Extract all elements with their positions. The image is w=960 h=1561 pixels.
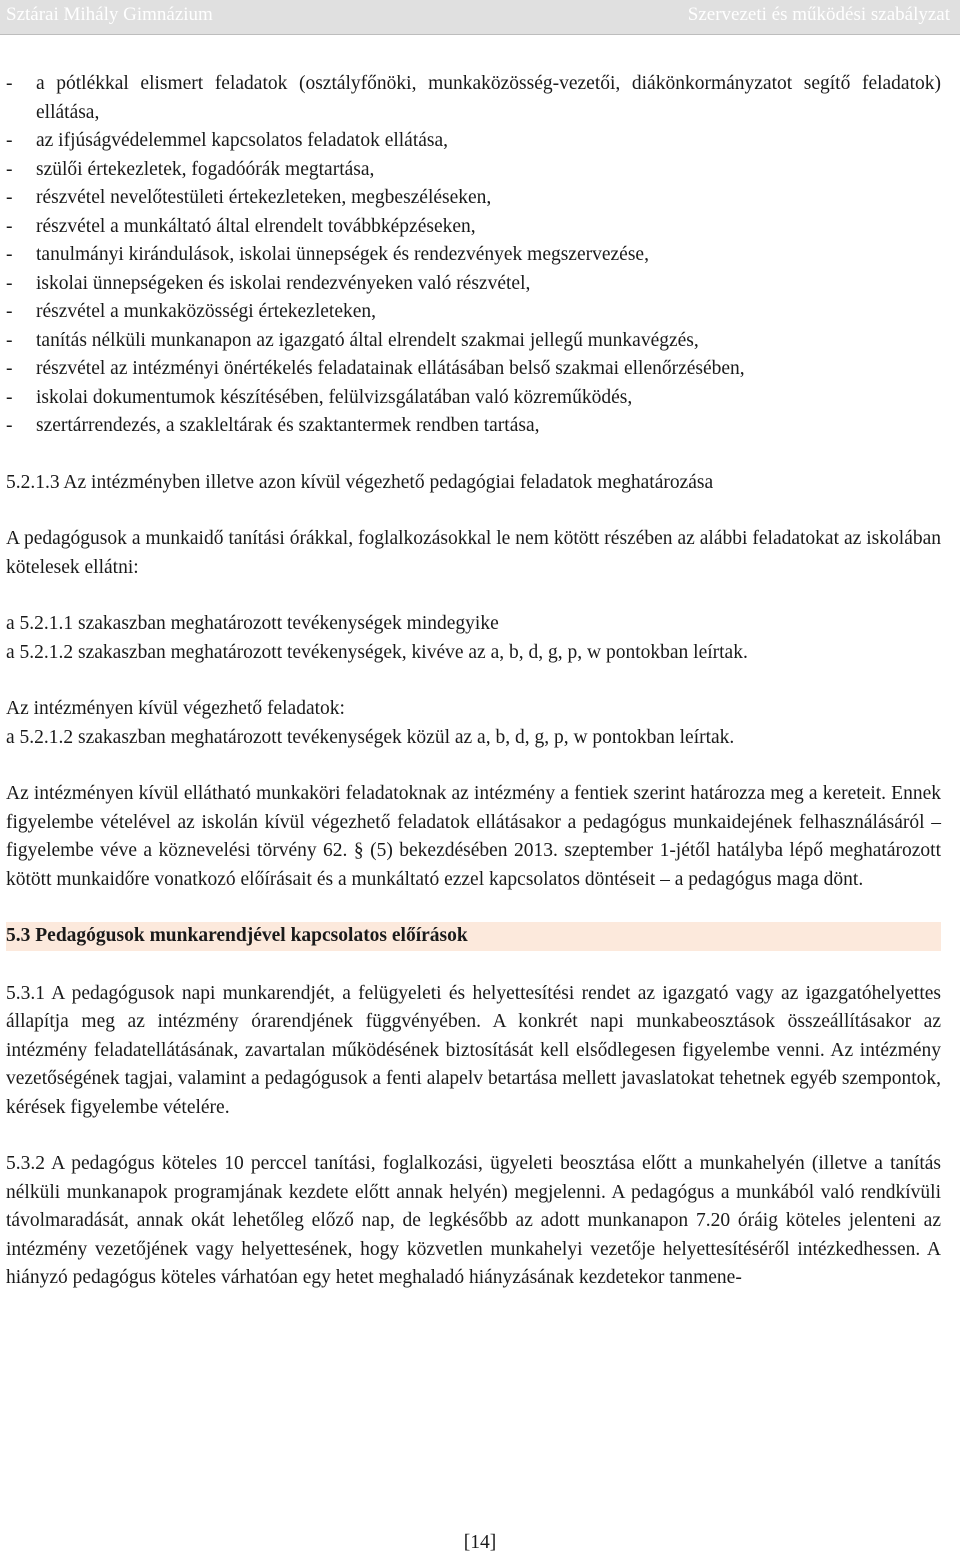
outside-tasks-heading: Az intézményen kívül végezhető feladatok:	[6, 698, 345, 719]
list-item: - szülői értekezletek, fogadóórák megtartása,	[6, 156, 941, 185]
list-item: - iskolai dokumentumok készítésében, felülvizsgálatában való közreműködés,	[6, 384, 941, 413]
page-number: [14]	[463, 1532, 497, 1553]
document-body	[6, 70, 941, 1293]
intro-paragraph: A pedagógusok a munkaidő tanítási órákkal, foglalkozásokkal le nem kötött részében az alábbi feladatokat az iskolában kötelesek ellátni:	[6, 528, 941, 578]
list-item: - tanulmányi kirándulások, iskolai ünnepségek és rendezvények megszervezése,	[6, 241, 941, 270]
list-item: - részvétel az intézményi önértékelés feladatainak ellátásában belső szakmai ellenőrzésében,	[6, 355, 941, 384]
header-document-title: Szervezeti és működési szabályzat	[687, 4, 950, 25]
paragraph-5-3-1: 5.3.1 A pedagógusok napi munkarendjét, a felügyeleti és helyettesítési rendet az igazgató vagy az igazgatóhelyettes állapítja meg az intézmény órarendjének függvényében. A konkrét napi munkabeosztások összeállításakor az intézmény feladatellátásának, zavartalan működésének biztosítását kell elsődlegesen figyelembe venni. Az intézmény vezetőségének tagjai, valamint a pedagógusok a fenti alapelv betartása mellett javaslatokat tehetnek egyéb szempontok, kérések figyelembe vételére.	[6, 982, 941, 1118]
duty-list	[6, 70, 941, 441]
outside-tasks-line: a 5.2.1.2 szakaszban meghatározott tevékenységek közül az a, b, d, g, p, w pontokban leírtak.	[6, 726, 735, 748]
list-item: - részvétel nevelőtestületi értekezleteken, megbeszéléseken,	[6, 184, 941, 213]
section-title: 5.3 Pedagógusok munkarendjével kapcsolatos előírások	[6, 922, 941, 951]
list-item: - a pótlékkal elismert feladatok (osztályfőnöki, munkaközösség-vezetői, diákönkormányzatot segítő feladatok) ellátása,	[6, 70, 941, 127]
header-school-name: Sztárai Mihály Gimnázium	[6, 4, 213, 25]
list-item: - iskolai ünnepségeken és iskolai rendezvényeken való részvétel,	[6, 270, 941, 299]
page-header	[0, 0, 960, 35]
paragraph-5-3-2: 5.3.2 A pedagógus köteles 10 perccel tanítási, foglalkozási, ügyeleti beosztása előtt a munkahelyén (illetve a tanítás nélküli munkanapok programjának kezdete előtt annak helyén) megjelenni. A pedagógus a munkából való rendkívüli távolmaradását, annak okát lehetőleg előző nap, de legkésőbb az adott munkanapon 7.20 óráig köteles jelenteni az intézmény vezetőjének vagy helyettesének, hogy közvetlen munkahelyi vezetője helyettesítéséről intézkedhessen. A hiányzó pedagógus köteles várhatóan egy hetet meghaladó hiányzásának kezdetekor tanmene-	[6, 1153, 941, 1288]
reference-line: a 5.2.1.2 szakaszban meghatározott tevékenységek, kivéve az a, b, d, g, p, w pontokban leírtak.	[6, 641, 748, 663]
list-item: - az ifjúságvédelemmel kapcsolatos feladatok ellátása,	[6, 127, 941, 156]
outside-paragraph: Az intézményen kívül ellátható munkaköri feladatoknak az intézmény a fentiek szerint határozza meg a kereteit. Ennek figyelembe vételével az iskolán kívül végezhető feladatok ellátásakor a pedagógus munkaidejének felhasználásáról – figyelembe véve a köznevelési törvény 62. § (5) bekezdésében 2013. szeptember 1-jétől hatályba lépő meghatározott kötött munkaidőre vonatkozó előírásait és a munkáltató ezzel kapcsolatos döntéseit – a pedagógus maga dönt.	[6, 783, 941, 890]
list-item: - tanítás nélküli munkanapon az igazgató által elrendelt szakmai jellegű munkavégzés,	[6, 327, 941, 356]
list-item: - szertárrendezés, a szakleltárak és szaktantermek rendben tartása,	[6, 412, 941, 441]
list-item: - részvétel a munkaközösségi értekezleteken,	[6, 298, 941, 327]
reference-line: a 5.2.1.1 szakaszban meghatározott tevékenységek mindegyike	[6, 613, 499, 634]
subsection-heading: 5.2.1.3 Az intézményben illetve azon kívül végezhető pedagógiai feladatok meghatározása	[6, 471, 714, 493]
list-item: - részvétel a munkáltató által elrendelt továbbképzéseken,	[6, 213, 941, 242]
